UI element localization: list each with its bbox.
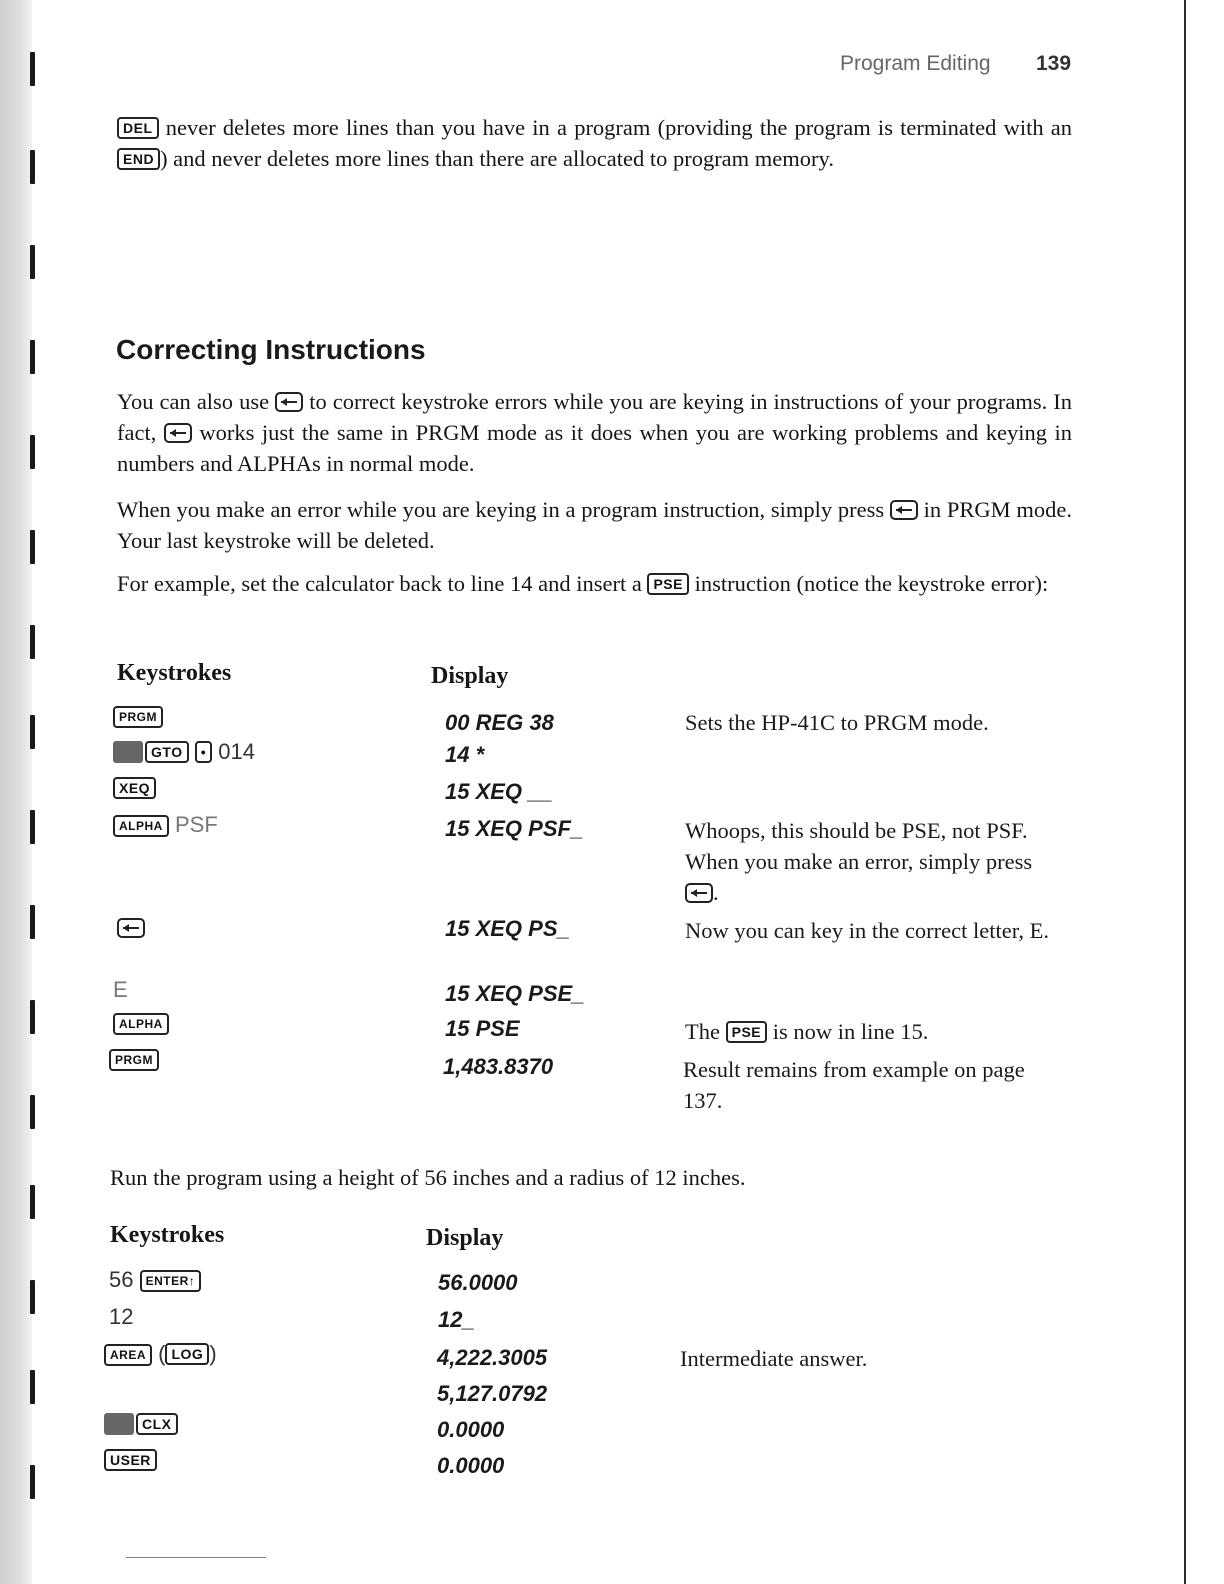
- keystroke-text: 12: [109, 1304, 134, 1329]
- running-header: [840, 52, 1072, 76]
- paragraph-1: [117, 386, 1072, 479]
- paren-open: (: [158, 1341, 166, 1366]
- paragraph-2: [117, 494, 1072, 556]
- binding-hole: [30, 245, 35, 279]
- p1-text-c: works just the same in PRGM mode as it does when you are working problems and keying in numbers and ALPHAs in normal mode.: [117, 420, 1072, 476]
- display-value: 0.0000: [437, 1417, 505, 1442]
- keystroke-row: [104, 1447, 157, 1473]
- backspace-key-icon: [890, 500, 918, 520]
- binding-hole: [30, 150, 35, 184]
- keystroke-row: [109, 1267, 201, 1293]
- p1-text-a: You can also use: [117, 389, 270, 414]
- alpha-key: ALPHA: [113, 1013, 169, 1035]
- p2-text-b: in PRGM mode. Your last keystroke will be deleted.: [117, 497, 1073, 553]
- binding-edge: [0, 0, 32, 1584]
- intro-paragraph: [117, 112, 1072, 174]
- p2-text-a: When you make an error while you are keying in a program instruction, simply press: [117, 497, 885, 522]
- footer-rule: [126, 1557, 266, 1558]
- binding-hole: [30, 1370, 35, 1404]
- display-value: 15 PSE: [445, 1016, 520, 1041]
- clx-key: CLX: [136, 1413, 178, 1435]
- binding-hole: [30, 1280, 35, 1314]
- display-value: 5,127.0792: [437, 1381, 548, 1406]
- keystroke-row: [104, 1341, 217, 1367]
- table-note: [685, 1016, 1065, 1047]
- table-note: Result remains from example on page 137.: [683, 1057, 1025, 1113]
- backspace-key-icon: [117, 918, 145, 938]
- table-note: Intermediate answer.: [680, 1346, 868, 1371]
- table-note: Now you can key in the correct letter, E.: [685, 918, 1049, 943]
- log-key: LOG: [165, 1343, 209, 1365]
- intro-text-1: never deletes more lines than you have in a program (providing the program is terminated with an: [165, 115, 1073, 140]
- binding-hole: [30, 625, 35, 659]
- display-header: Display: [431, 663, 509, 689]
- keystrokes-header: Keystrokes: [110, 1222, 225, 1248]
- keystroke-row: [109, 1304, 133, 1330]
- keystroke-row: [113, 703, 163, 729]
- keystroke-row: [113, 739, 255, 765]
- keystroke-row: [113, 1010, 169, 1036]
- binding-hole: [30, 1095, 35, 1129]
- shift-key-icon: [113, 741, 143, 763]
- user-key: USER: [104, 1449, 157, 1471]
- shift-key-icon: [104, 1413, 134, 1435]
- paren-close: ): [209, 1341, 217, 1366]
- note-text: The: [685, 1019, 720, 1044]
- keystroke-row: [113, 775, 156, 801]
- binding-hole: [30, 530, 35, 564]
- run-paragraph: Run the program using a height of 56 inches and a radius of 12 inches.: [110, 1165, 746, 1190]
- note-text: is now in line 15.: [772, 1019, 929, 1044]
- keystrokes-header: Keystrokes: [117, 660, 232, 686]
- display-value: 1,483.8370: [443, 1054, 554, 1079]
- binding-hole: [30, 52, 35, 86]
- p3-text-a: For example, set the calculator back to line 14 and insert a: [117, 571, 642, 596]
- section-title: Correcting Instructions: [116, 334, 426, 365]
- pse-key: PSE: [647, 573, 689, 595]
- display-value: 00 REG 38: [445, 710, 554, 735]
- display-value: 0.0000: [437, 1453, 505, 1478]
- enter-key: ENTER↑: [140, 1270, 202, 1292]
- prgm-key: PRGM: [113, 706, 163, 728]
- alpha-key: ALPHA: [113, 815, 169, 837]
- display-value: 15 XEQ PS_: [445, 916, 570, 941]
- binding-hole: [30, 1000, 35, 1034]
- p3-text-b: instruction (notice the keystroke error):: [694, 571, 1049, 596]
- display-header: Display: [426, 1225, 504, 1251]
- table-note: [685, 815, 1065, 908]
- gto-key: GTO: [145, 741, 189, 763]
- keystroke-text: E: [113, 977, 128, 1002]
- binding-hole: [30, 340, 35, 374]
- keystroke-text: PSF: [174, 812, 218, 837]
- decimal-key: •: [195, 741, 212, 763]
- note-text: .: [713, 880, 719, 905]
- area-key: AREA: [104, 1344, 152, 1366]
- keystroke-row: [104, 1411, 178, 1437]
- display-value: 12_: [438, 1307, 475, 1332]
- keystroke-row: [113, 977, 128, 1003]
- display-value: 56.0000: [438, 1270, 518, 1295]
- keystroke-text: 014: [218, 739, 255, 764]
- paragraph-3: [117, 568, 1072, 599]
- xeq-key: XEQ: [113, 777, 156, 799]
- p1-text-b: to correct keystroke errors while you are keying in instructions of your programs. In fact,: [117, 389, 1073, 445]
- prgm-key: PRGM: [109, 1049, 159, 1071]
- binding-hole: [30, 715, 35, 749]
- del-key: DEL: [117, 117, 159, 139]
- pse-key: PSE: [726, 1021, 768, 1043]
- end-key: END: [117, 148, 160, 170]
- backspace-key-icon: [164, 423, 192, 443]
- backspace-key-icon: [685, 883, 713, 903]
- display-value: 15 XEQ __: [445, 779, 553, 804]
- header-section: Program Editing: [840, 52, 991, 75]
- binding-hole: [30, 905, 35, 939]
- binding-hole: [30, 810, 35, 844]
- binding-hole: [30, 1185, 35, 1219]
- display-value: 14 *: [445, 742, 485, 767]
- keystroke-text: 56: [109, 1267, 134, 1292]
- page-edge: [1184, 0, 1186, 1584]
- display-value: 4,222.3005: [437, 1345, 548, 1370]
- keystroke-row: [113, 812, 218, 838]
- page-number: 139: [1036, 52, 1072, 75]
- keystroke-row: [117, 915, 145, 941]
- table-note: Sets the HP-41C to PRGM mode.: [685, 710, 989, 735]
- intro-text-2: ) and never deletes more lines than there are allocated to program memory.: [160, 146, 834, 171]
- note-text: Whoops, this should be PSE, not PSF. When you make an error, simply press: [685, 818, 1033, 874]
- keystroke-row: [109, 1046, 159, 1072]
- display-value: 15 XEQ PSF_: [445, 816, 584, 841]
- binding-hole: [30, 1465, 35, 1499]
- display-value: 15 XEQ PSE_: [445, 981, 585, 1006]
- backspace-key-icon: [275, 392, 303, 412]
- binding-hole: [30, 435, 35, 469]
